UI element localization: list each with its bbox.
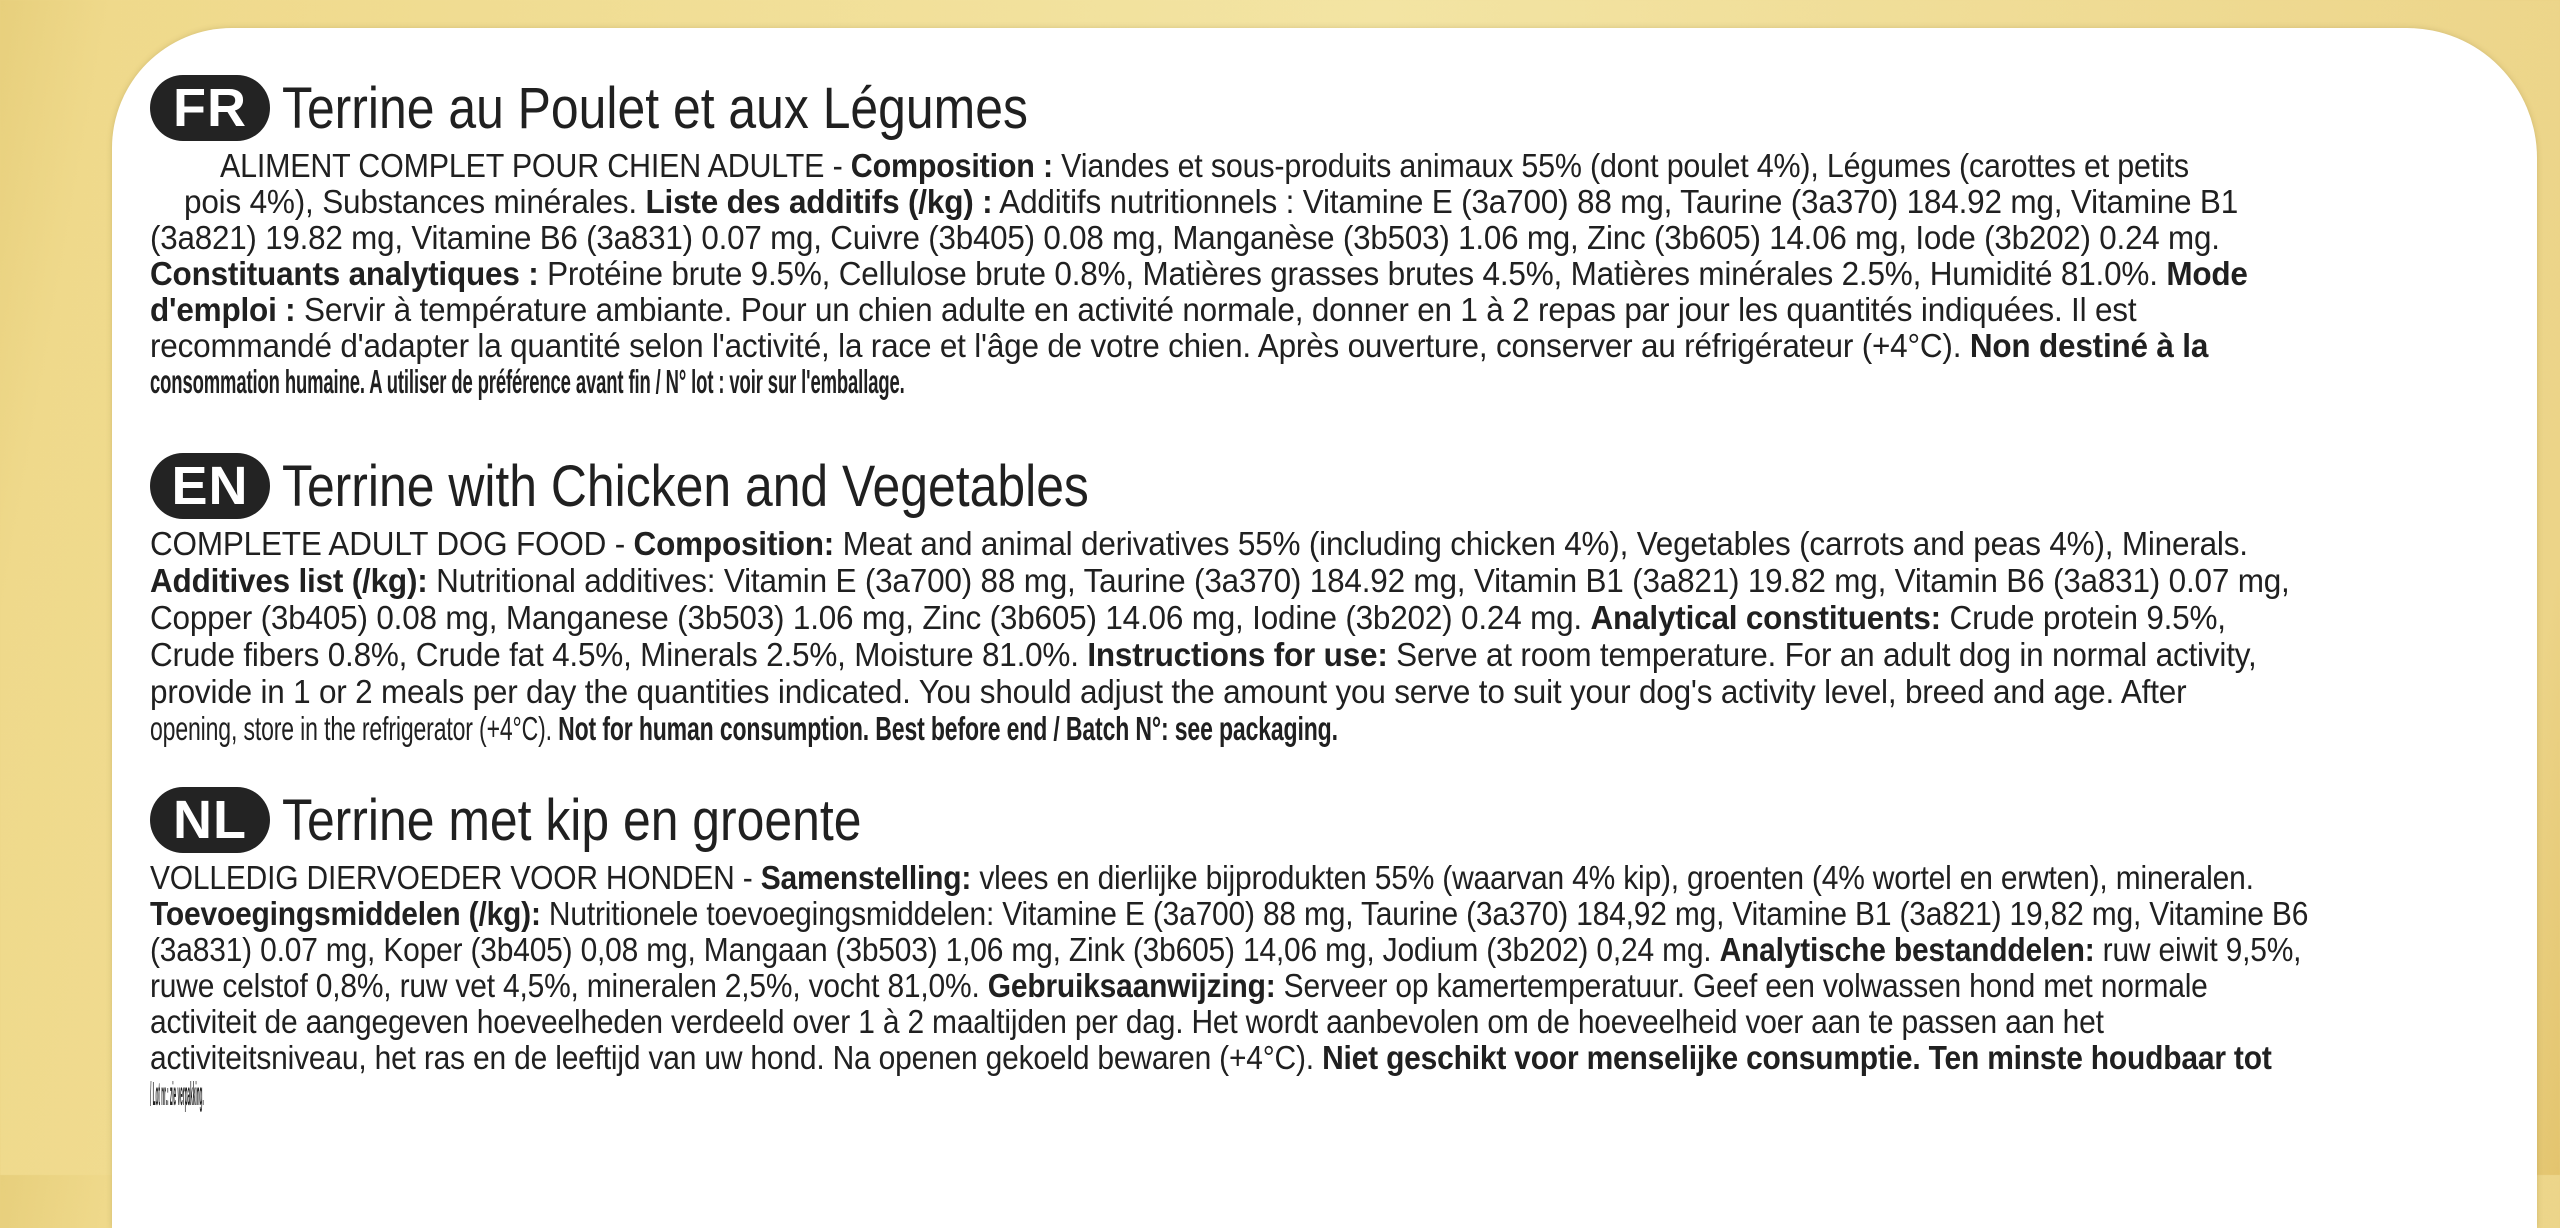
bold-text: Analytische bestanddelen: <box>1719 931 2095 968</box>
bold-text: Not for human consumption. Best before end / Batch N°: see packaging. <box>558 710 1338 747</box>
text-line <box>150 364 1480 400</box>
text-line <box>150 292 2420 328</box>
text-line <box>150 711 1810 748</box>
bold-text: Liste des additifs (/kg) : <box>645 183 993 220</box>
text-line <box>150 1076 495 1112</box>
section-en <box>150 446 2530 748</box>
text: Nutritional additives: Vitamin E (3a700) 88 mg, Taurine (3a370) 184.92 mg, Vitamin B1 (3a821) 19.82 mg, Vitamin B6 (3a831) 0.07 mg, <box>427 562 2290 599</box>
section-heading <box>150 446 2530 526</box>
bold-text: consommation humaine. A utiliser de préférence avant fin / N° lot : voir sur l'emballage. <box>150 363 905 400</box>
bold-text: Additives list (/kg): <box>150 562 428 599</box>
bold-text: Samenstelling: <box>760 859 972 896</box>
bold-text: Niet geschikt voor menselijke consumptie. Ten minste houdbaar tot <box>1322 1039 2272 1076</box>
section-title: Terrine au Poulet et aux Légumes <box>282 75 1028 141</box>
text-line <box>150 674 2420 711</box>
text: Servir à température ambiante. Pour un chien adulte en activité normale, donner en 1 à 2 repas par jour les quantités indiquées. Il est <box>295 291 2137 328</box>
language-badge-fr: FR <box>150 75 270 141</box>
bold-text: Instructions for use: <box>1087 636 1388 673</box>
bold-text: Composition: <box>633 525 835 562</box>
language-badge-en: EN <box>150 453 270 519</box>
text-line <box>150 256 2420 292</box>
text-line <box>150 1004 2310 1040</box>
text: Viandes et sous-produits animaux 55% (dont poulet 4%), Légumes (carottes et petits <box>1052 147 2189 184</box>
bold-text: Non destiné à la <box>1969 327 2209 364</box>
text: provide in 1 or 2 meals per day the quantities indicated. You should adjust the amount you serve to suit your dog's activity level, breed and age. After <box>150 673 2187 710</box>
text-line <box>150 968 2310 1004</box>
bold-text: Constituants analytiques : <box>150 255 539 292</box>
text: Nutritionele toevoegingsmiddelen: Vitamine E (3a700) 88 mg, Taurine (3a370) 184,92 mg, Vitamine B1 (3a821) 19,82 mg, Vitamine B6 <box>540 895 2309 932</box>
section-fr <box>150 68 2530 400</box>
text-line <box>150 637 2420 674</box>
text: activiteit de aangegeven hoeveelheden verdeeld over 1 à 2 maaltijden per dag. Het wordt aanbevolen om de hoeveelheid voer aan te passen aan het <box>150 1003 2104 1040</box>
section-title: Terrine with Chicken and Vegetables <box>282 453 1089 519</box>
bold-text: Toevoegingsmiddelen (/kg): <box>150 895 541 932</box>
bold-text: d'emploi : <box>150 291 296 328</box>
section-title: Terrine met kip en groente <box>282 787 862 853</box>
text-line <box>150 932 2310 968</box>
text: Serveer op kamertemperatuur. Geef een volwassen hond met normale <box>1275 967 2208 1004</box>
text: activiteitsniveau, het ras en de leeftijd van uw hond. Na openen gekoeld bewaren (+4°C). <box>150 1039 1323 1076</box>
section-text <box>150 148 2530 400</box>
section-nl <box>150 780 2530 1112</box>
text: pois 4%), Substances minérales. <box>184 183 646 220</box>
text: recommandé d'adapter la quantité selon l'activité, la race et l'âge de votre chien. Après ouverture, conserver au réfrigérateur (+4°C). <box>150 327 1970 364</box>
bold-text: Mode <box>2166 255 2248 292</box>
text-line <box>150 220 2410 256</box>
language-badge-nl: NL <box>150 787 270 853</box>
text: (3a831) 0.07 mg, Koper (3b405) 0,08 mg, Mangaan (3b503) 1,06 mg, Zink (3b605) 14,06 mg, Jodium (3b202) 0,24 mg. <box>150 931 1720 968</box>
text: Additifs nutritionnels : Vitamine E (3a700) 88 mg, Taurine (3a370) 184.92 mg, Vitamine B1 <box>992 183 2239 220</box>
text: ALIMENT COMPLET POUR CHIEN ADULTE - <box>220 147 851 184</box>
text: ruwe celstof 0,8%, ruw vet 4,5%, mineralen 2,5%, vocht 81,0%. <box>150 967 988 1004</box>
text: ruw eiwit 9,5%, <box>2094 931 2302 968</box>
text: Crude fibers 0.8%, Crude fat 4.5%, Minerals 2.5%, Moisture 81.0%. <box>150 636 1088 673</box>
text-line <box>150 600 2420 637</box>
text: Copper (3b405) 0.08 mg, Manganese (3b503) 1.06 mg, Zinc (3b605) 14.06 mg, Iodine (3b202) 0.24 mg. <box>150 599 1591 636</box>
text-line <box>184 184 2424 220</box>
text: COMPLETE ADULT DOG FOOD - <box>150 525 634 562</box>
text: (3a821) 19.82 mg, Vitamine B6 (3a831) 0.07 mg, Cuivre (3b405) 0.08 mg, Manganèse (3b503) 1.06 mg, Zinc (3b605) 14.06 mg, Iode (3b202) 0.24 mg. <box>150 219 2220 256</box>
bold-text: Composition : <box>850 147 1053 184</box>
section-heading <box>150 780 2530 860</box>
text: opening, store in the refrigerator (+4°C). <box>150 710 559 747</box>
text-line <box>150 563 2420 600</box>
text: Meat and animal derivatives 55% (including chicken 4%), Vegetables (carrots and peas 4%), Minerals. <box>834 525 2248 562</box>
text-line <box>150 896 2310 932</box>
bold-text: / Lot nr.: zie verpakking. <box>150 1075 204 1112</box>
text: Crude protein 9.5%, <box>1940 599 2226 636</box>
section-text <box>150 526 2530 748</box>
text-line <box>150 526 2420 563</box>
text: Protéine brute 9.5%, Cellulose brute 0.8%, Matières grasses brutes 4.5%, Matières minérales 2.5%, Humidité 81.0%. <box>538 255 2167 292</box>
text-line <box>220 148 2350 184</box>
section-heading <box>150 68 2530 148</box>
text-line <box>150 860 2310 896</box>
text-line <box>150 1040 2310 1076</box>
text: VOLLEDIG DIERVOEDER VOOR HONDEN - <box>150 859 761 896</box>
text: vlees en dierlijke bijprodukten 55% (waarvan 4% kip), groenten (4% wortel en erwten), mineralen. <box>971 859 2254 896</box>
text: Serve at room temperature. For an adult dog in normal activity, <box>1387 636 2257 673</box>
bold-text: Gebruiksaanwijzing: <box>987 967 1276 1004</box>
bold-text: Analytical constituents: <box>1590 599 1941 636</box>
text-line <box>150 328 2420 364</box>
section-text <box>150 860 2530 1112</box>
